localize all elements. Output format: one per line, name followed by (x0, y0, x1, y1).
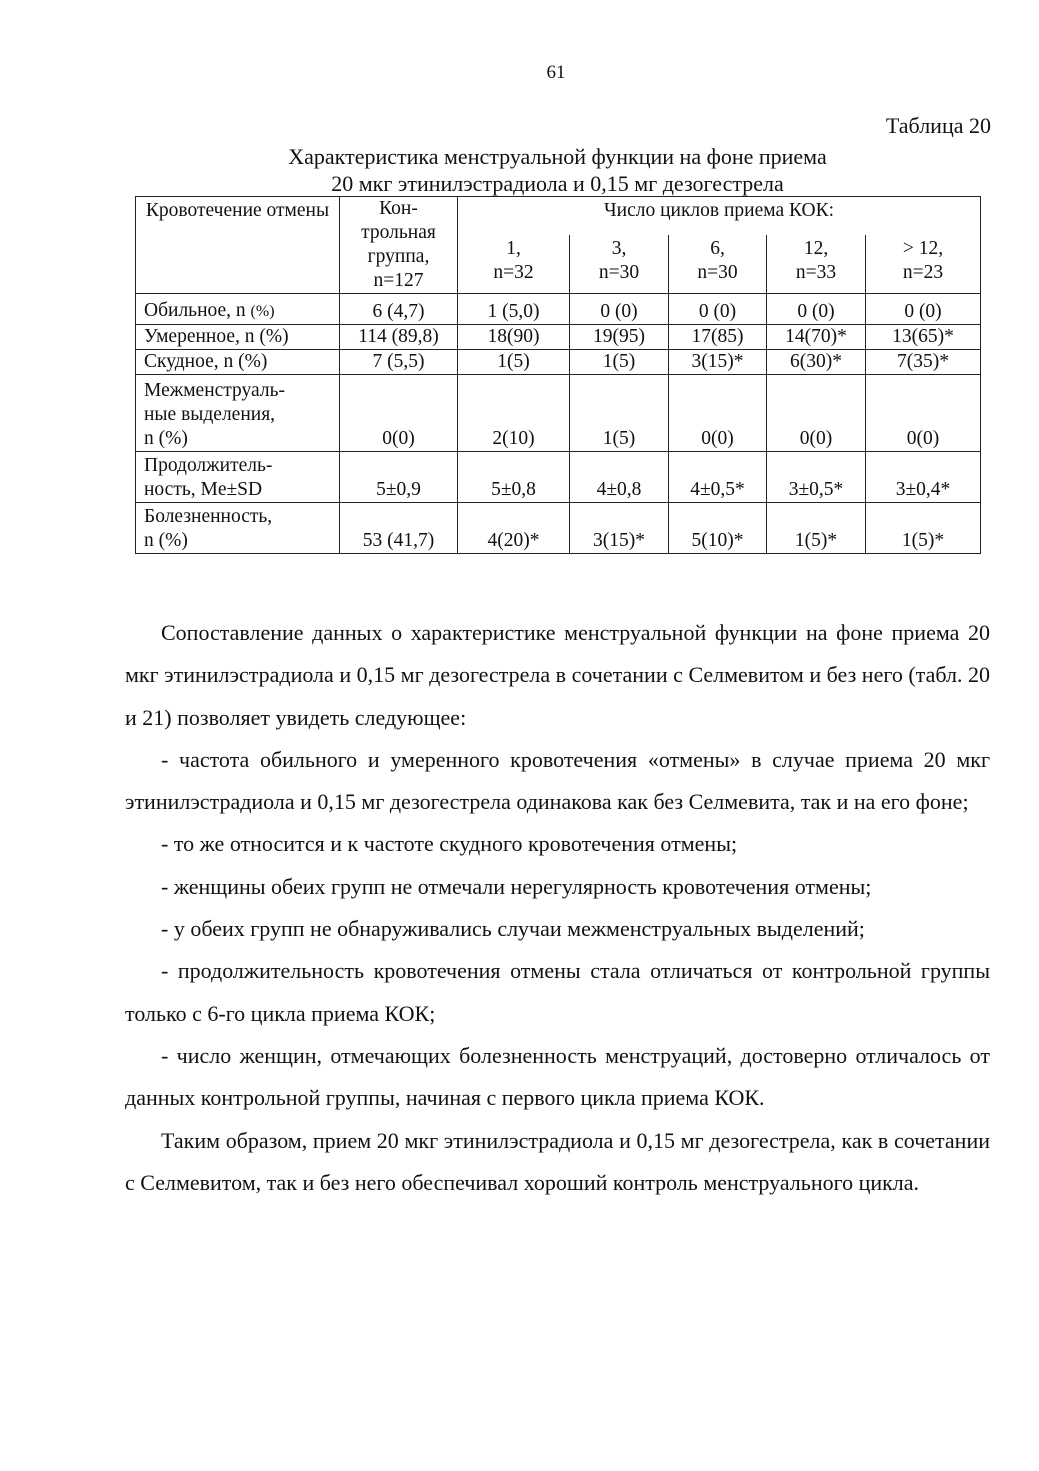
table-cell: 1(5)* (767, 503, 866, 554)
table-row (136, 294, 981, 325)
row-label (136, 375, 340, 452)
row-label (136, 294, 340, 325)
header-cycle-num: 6, (710, 238, 725, 259)
table-cell: 0(0) (866, 375, 981, 452)
header-cycle-num: 3, (611, 238, 627, 259)
header-cycle-5 (866, 235, 981, 294)
paragraph: - то же относится и к частоте скудного кровотечения отмены; (161, 831, 738, 857)
header-cycle-num: 12, (803, 238, 829, 259)
table-cell: 4(20)* (458, 503, 570, 554)
paragraph: Сопоставление данных о характеристике менструальной функции на фоне приема 20 мкг этинилэстрадиола и 0,15 мг дезогестрела в сочетании с Селмевитом и без него (табл. 20 и 21) позволяет увидеть следующее: (125, 620, 990, 730)
table-row (136, 325, 981, 350)
table-cell: 5±0,9 (340, 452, 458, 503)
row-label-line (144, 299, 335, 324)
row-label (136, 452, 340, 503)
table-cell: 0 (0) (669, 294, 767, 325)
table-cell: 0 (0) (570, 294, 669, 325)
table-cell: 6(30)* (767, 350, 866, 375)
table-cell: 13(65)* (866, 325, 981, 350)
paragraph: Таким образом, прием 20 мкг этинилэстрадиола и 0,15 мг дезогестрела, как в сочетании с Селмевитом, так и без него обеспечивал хороший контроль менструального цикла. (125, 1127, 990, 1195)
table-cell: 3±0,5* (767, 452, 866, 503)
paragraph: - частота обильного и умеренного кровотечения «отмены» в случае приема 20 мкг этинилэстрадиола и 0,15 мг дезогестрела одинакова как без Селмевита, так и на его фоне; (125, 746, 990, 815)
row-label-line: Болезненность, (144, 506, 273, 527)
table-row (136, 503, 981, 554)
header-cycle-num: 1, (506, 238, 521, 259)
header-cycle-3 (669, 235, 767, 294)
header-control-line: n=127 (373, 270, 424, 291)
table-cell: 17(85) (669, 325, 767, 350)
table-cell: 1(5)* (866, 503, 981, 554)
table-cell: 18(90) (458, 325, 570, 350)
header-cycle-n: n=30 (697, 262, 738, 283)
header-control-line: трольная (361, 222, 436, 243)
table-cell: 53 (41,7) (340, 503, 458, 554)
menstrual-function-table (135, 196, 981, 554)
row-label-line: ные выделения, (144, 404, 276, 425)
table-cell: 3±0,4* (866, 452, 981, 503)
table-cell: 114 (89,8) (340, 325, 458, 350)
header-control-group (340, 197, 458, 294)
table-cell: 7 (5,5) (340, 350, 458, 375)
table-title (135, 143, 980, 197)
row-label (136, 503, 340, 554)
header-cycle-1 (458, 235, 570, 294)
table-cell: 1(5) (570, 375, 669, 452)
row-label-line: n (%) (144, 530, 188, 551)
table-body (136, 294, 981, 554)
table-cell: 0(0) (767, 375, 866, 452)
header-bleeding: Кровотечение отмены (136, 197, 340, 294)
table-label: Таблица 20 (885, 113, 991, 138)
table-cell: 14(70)* (767, 325, 866, 350)
paragraph: - женщины обеих групп не отмечали нерегулярность кровотечения отмены; (161, 873, 872, 899)
paragraph: - число женщин, отмечающих болезненность менструаций, достоверно отличалось от данных контрольной группы, начиная с первого цикла приема КОК. (125, 1042, 990, 1111)
header-control-line: группа, (367, 246, 430, 267)
body-text (125, 612, 990, 1204)
header-cycle-2 (570, 235, 669, 294)
row-label-line: ность, Me±SD (144, 479, 263, 500)
table-cell: 2(10) (458, 375, 570, 452)
table-row (136, 375, 981, 452)
header-cycle-num: > 12, (902, 238, 944, 259)
header-cycle-n: n=23 (902, 262, 944, 283)
table-cell: 1(5) (458, 350, 570, 375)
header-cycle-n: n=33 (795, 262, 837, 283)
header-cycle-4 (767, 235, 866, 294)
row-label-line: Умеренное, n (%) (144, 326, 289, 347)
header-cycle-n: n=32 (493, 262, 534, 283)
row-label (136, 325, 340, 350)
paragraph: - продолжительность кровотечения отмены стала отличаться от контрольной группы только с 6-го цикла приема КОК; (125, 958, 990, 1026)
table-cell: 19(95) (570, 325, 669, 350)
row-label-line: n (%) (144, 428, 188, 449)
paragraph: - у обеих групп не обнаруживались случаи межменструальных выделений; (161, 916, 865, 942)
header-cycle-n: n=30 (598, 262, 640, 283)
table-cell: 3(15)* (669, 350, 767, 375)
row-label-line: Скудное, n (%) (144, 351, 268, 372)
table-cell: 0 (0) (767, 294, 866, 325)
table-row (136, 452, 981, 503)
table-cell: 1(5) (570, 350, 669, 375)
row-label-unit: (%) (250, 303, 275, 320)
page-number: 61 (546, 62, 566, 83)
table-cell: 4±0,8 (570, 452, 669, 503)
table-title-line: 20 мкг этинилэстрадиола и 0,15 мг дезогестрела (331, 171, 784, 196)
table-cell: 4±0,5* (669, 452, 767, 503)
row-label-text: Обильное, n (144, 300, 246, 321)
row-label-line: Межменструаль- (144, 380, 285, 401)
row-label-line: Продолжитель- (144, 455, 273, 476)
table-cell: 5(10)* (669, 503, 767, 554)
row-label (136, 350, 340, 375)
header-control-line: Кон- (379, 198, 418, 219)
table-cell: 0 (0) (866, 294, 981, 325)
table-cell: 0(0) (340, 375, 458, 452)
table-cell: 5±0,8 (458, 452, 570, 503)
table-cell: 0(0) (669, 375, 767, 452)
table-row (136, 350, 981, 375)
table-cell: 1 (5,0) (458, 294, 570, 325)
header-cycles: Число циклов приема КОК: (458, 197, 981, 236)
table-cell: 7(35)* (866, 350, 981, 375)
table-cell: 3(15)* (570, 503, 669, 554)
table-title-line: Характеристика менструальной функции на фоне приема (288, 144, 827, 169)
table-cell: 6 (4,7) (340, 294, 458, 325)
